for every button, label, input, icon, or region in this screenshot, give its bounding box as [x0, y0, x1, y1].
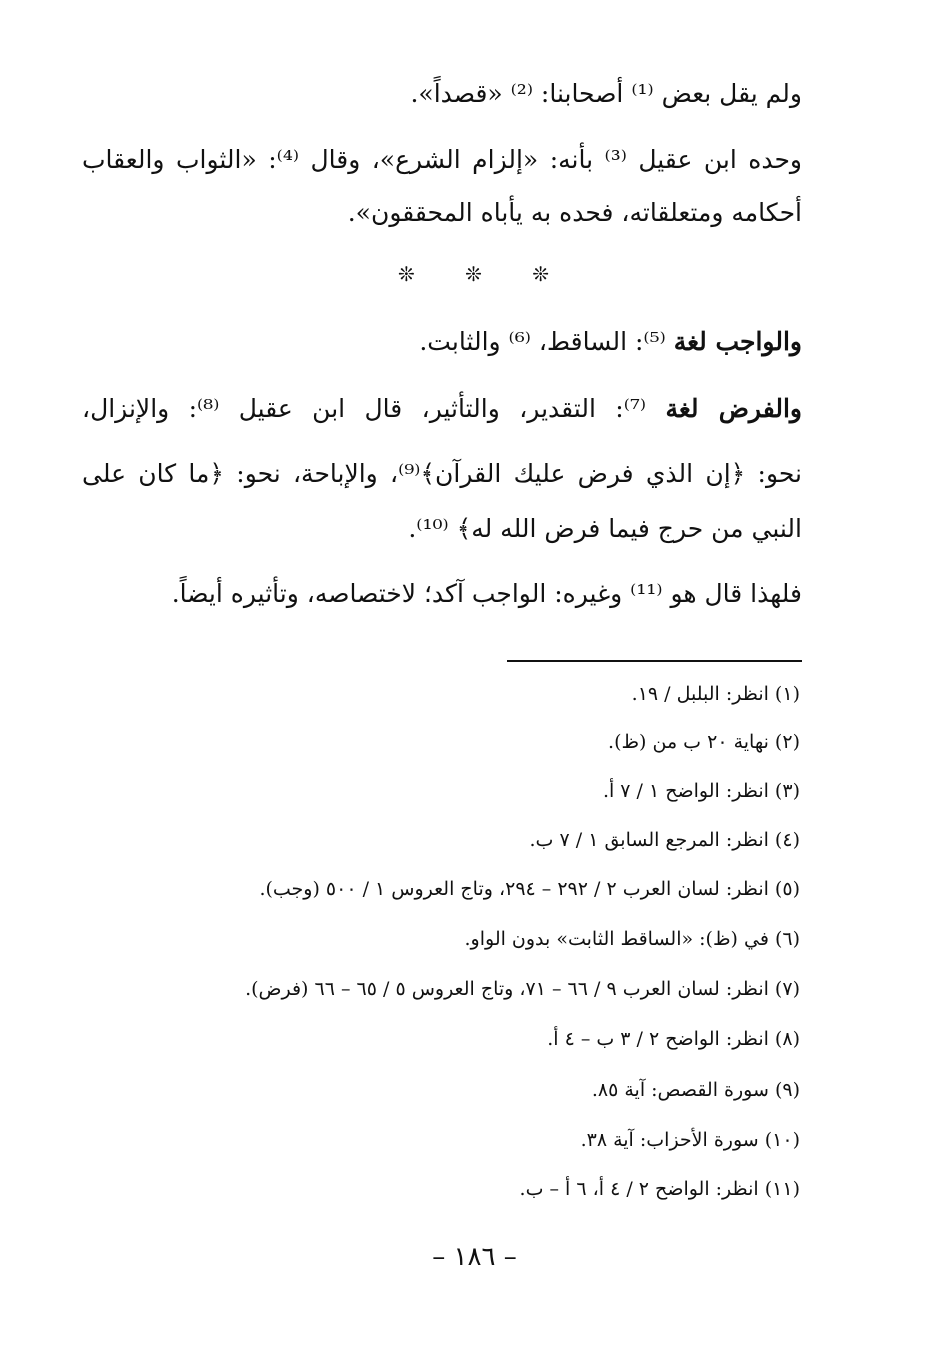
paragraph-5: فلهذا قال هو ⁽¹¹⁾ وغيره: الواجب آكد؛ لاختصاصه، وتأثيره أيضاً. [171, 579, 802, 608]
paragraph-1: ولم يقل بعض ⁽¹⁾ أصحابنا: ⁽²⁾ «قصداً». [410, 79, 802, 108]
footnote-5: (٥) انظر: لسان العرب ٢ / ٢٩٢ – ٢٩٤، وتاج العروس ١ / ٥٠٠ (وجب). [259, 878, 800, 900]
paragraph-4-line-3: النبي من حرج فيما فرض الله له﴾ ⁽¹⁰⁾. [408, 514, 802, 543]
paragraph-2-line-1: وحده ابن عقيل ⁽³⁾ بأنه: «إلزام الشرع»، وقال ⁽⁴⁾: «الثواب والعقاب [82, 145, 803, 174]
footnote-separator-rule [507, 660, 802, 662]
footnote-3: (٣) انظر: الواضح ١ / ٧ أ. [602, 780, 800, 802]
paragraph-3 [82, 322, 802, 362]
footnote-11: (١١) انظر: الواضح ٢ / ٤ أ، ٦ أ – ب. [519, 1178, 800, 1200]
page-number: – ١٨٦ – [432, 1242, 517, 1272]
paragraph-4-line-1 [82, 389, 802, 429]
footnote-9: (٩) سورة القصص: آية ٨٥. [591, 1079, 800, 1101]
term-fard: والفرض لغة [665, 394, 802, 423]
term-wajib: والواجب لغة [673, 327, 802, 356]
footnote-1: (١) انظر: البلبل / ١٩. [631, 683, 800, 705]
paragraph-4-line-2: نحو: ﴿إن الذي فرض عليك القرآن﴾⁽⁹⁾، والإباحة، نحو: ﴿ما كان على [82, 459, 802, 488]
footnote-10: (١٠) سورة الأحزاب: آية ٣٨. [580, 1129, 800, 1151]
footnote-8: (٨) انظر: الواضح ٢ / ٣ ب – ٤ أ. [547, 1028, 800, 1050]
footnote-4: (٤) انظر: المرجع السابق ١ / ٧ ب. [529, 829, 800, 851]
footnote-7: (٧) انظر: لسان العرب ٩ / ٦٦ – ٧١، وتاج العروس ٥ / ٦٥ – ٦٦ (فرض). [245, 978, 800, 1000]
paragraph-4-line-1-text: ⁽⁷⁾: التقدير، والتأثير، قال ابن عقيل ⁽⁸⁾: والإنزال، [82, 394, 647, 423]
section-separator: ❊ ❊ ❊ [398, 262, 571, 286]
footnote-2: (٢) نهاية ٢٠ ب من (ظ). [608, 731, 800, 753]
paragraph-3-text: ⁽⁵⁾: الساقط، ⁽⁶⁾ والثابت. [419, 327, 666, 356]
paragraph-2-line-2: أحكامه ومتعلقاته، فحده به يأباه المحققون». [347, 198, 802, 227]
footnote-6: (٦) في (ظ): «الساقط الثابت» بدون الواو. [464, 928, 800, 950]
